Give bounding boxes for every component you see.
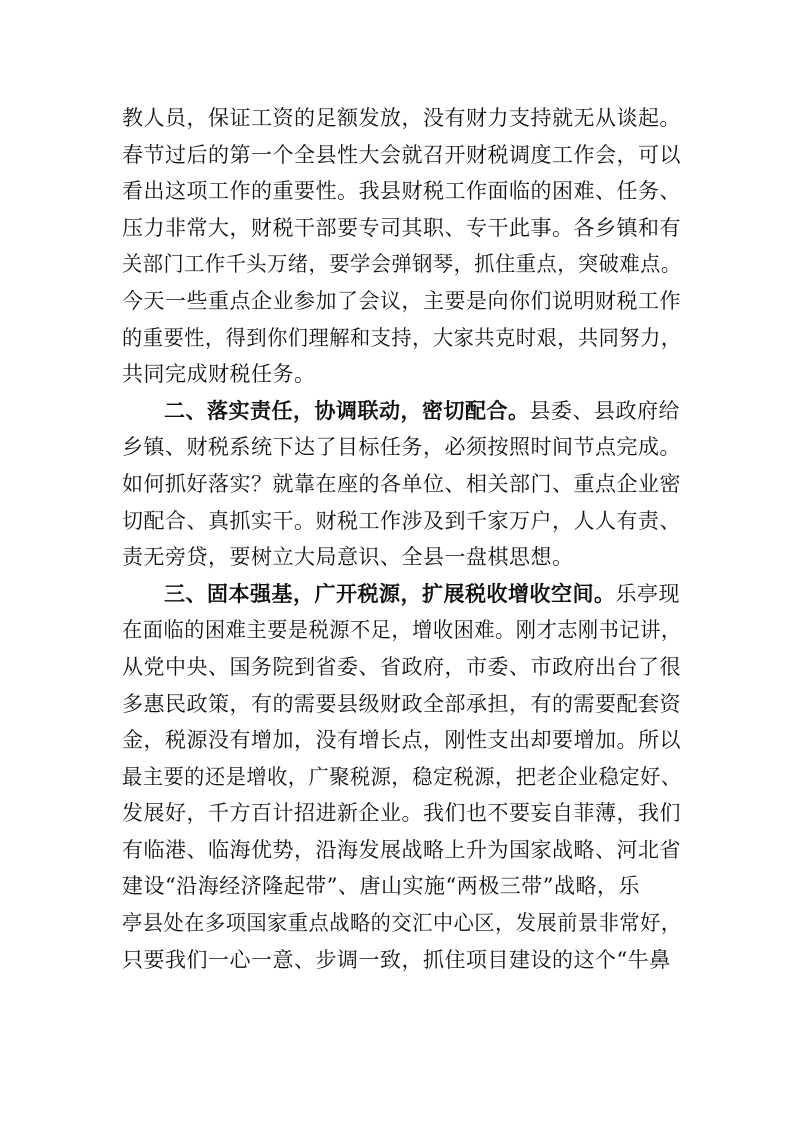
text-line: 今天一些重点企业参加了会议，主要是向你们说明财税工作 — [122, 288, 681, 313]
text-line: 共同完成财税任务。 — [122, 362, 316, 387]
text-line: 有临港、临海优势，沿海发展战略上升为国家战略、河北省 — [122, 837, 681, 862]
text-line: 责无旁贷，要树立大局意识、全县一盘棋思想。 — [122, 545, 574, 570]
section-3-first-line-rest: 乐亭现 — [615, 581, 680, 606]
text-line: 春节过后的第一个全县性大会就召开财税调度工作会，可以 — [122, 142, 681, 167]
text-line: 压力非常大，财税干部要专司其职、专干此事。各乡镇和有 — [122, 215, 681, 240]
text-line: 教人员，保证工资的足额发放，没有财力支持就无从谈起。 — [122, 106, 681, 130]
text-line: 金，税源没有增加，没有增长点，刚性支出却要增加。所以 — [122, 728, 681, 753]
text-line: 切配合、真抓实干。财税工作涉及到千家万户，人人有责、 — [122, 508, 681, 533]
section-3-heading: 三、固本强基，广开税源，扩展税收增收空间。 — [164, 581, 616, 606]
section-2-heading: 二、落实责任，协调联动，密切配合。 — [164, 398, 530, 423]
text-line: 如何抓好落实？就靠在座的各单位、相关部门、重点企业密 — [122, 471, 681, 496]
text-line: 的重要性，得到你们理解和支持，大家共克时艰，共同努力， — [122, 325, 682, 350]
text-line: 建设“沿海经济隆起带”、唐山实施“两极三带”战略，乐 — [122, 874, 640, 899]
section-2-first-line-rest: 县委、县政府给 — [529, 398, 680, 423]
section-2-first-line — [122, 393, 682, 430]
text-line: 多惠民政策，有的需要县级财政全部承担，有的需要配套资 — [122, 691, 681, 716]
body-text — [122, 100, 682, 978]
text-line: 看出这项工作的重要性。我县财税工作面临的困难、任务、 — [122, 179, 681, 204]
text-line: 最主要的还是增收，广聚税源，稳定税源，把老企业稳定好、 — [122, 764, 682, 789]
text-line: 只要我们一心一意、步调一致，抓住项目建设的这个“牛鼻 — [122, 947, 671, 972]
text-line: 乡镇、财税系统下达了目标任务，必须按照时间节点完成。 — [122, 435, 681, 460]
text-line: 从党中央、国务院到省委、省政府，市委、市政府出台了很 — [122, 654, 681, 679]
text-line: 发展好，千方百计招进新企业。我们也不要妄自菲薄，我们 — [122, 801, 681, 826]
text-line: 关部门工作千头万绪，要学会弹钢琴，抓住重点，突破难点。 — [122, 252, 682, 277]
text-line: 在面临的困难主要是税源不足，增收困难。刚才志刚书记讲， — [122, 618, 682, 643]
section-3-first-line — [122, 576, 682, 613]
text-line: 亭县处在多项国家重点战略的交汇中心区，发展前景非常好， — [122, 911, 682, 936]
